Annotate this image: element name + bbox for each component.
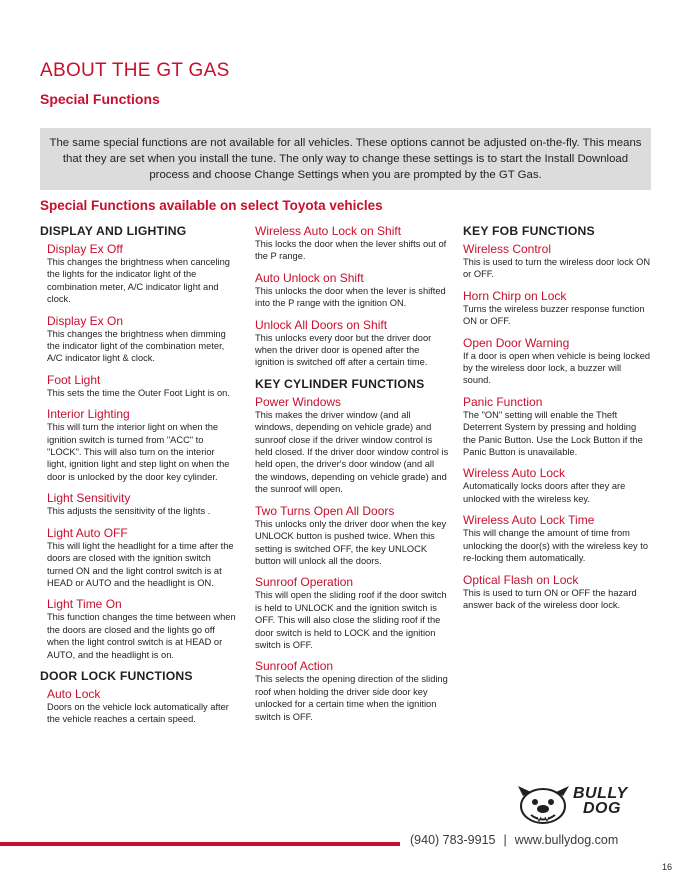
function-item <box>47 687 236 726</box>
function-description: This unlocks only the driver door when the key UNLOCK button is pushed twice. When this setting is switched OFF, the key UNLOCK button will unlock all the doors. <box>255 518 447 566</box>
footer-phone: (940) 783-9915 <box>410 833 496 847</box>
function-title: Horn Chirp on Lock <box>463 288 567 303</box>
function-title: Wireless Auto Lock Time <box>463 513 595 528</box>
logo-line-2: DOG <box>583 800 621 817</box>
column-key-fob <box>463 224 651 619</box>
function-item <box>47 242 236 306</box>
function-description: This changes the brightness when canceling the lights for the indicator light of the combination meter, A/C indicator light and clock. <box>47 257 230 305</box>
function-description: Turns the wireless buzzer response function ON or OFF. <box>463 303 645 327</box>
function-item <box>47 407 236 483</box>
function-item <box>463 289 651 328</box>
function-item <box>255 271 449 310</box>
function-description: This selects the opening direction of the sliding roof when holding the driver side door key unlocked for a certain time when the ignition switch is OFF. <box>255 674 448 722</box>
function-item <box>255 318 449 369</box>
function-item <box>47 314 236 365</box>
function-title: Two Turns Open All Doors <box>255 503 395 518</box>
function-title: Sunroof Operation <box>255 575 354 590</box>
function-title: Auto Unlock on Shift <box>255 270 364 285</box>
notice-box: The same special functions are not available for all vehicles. These options cannot be adjusted on-the-fly. This means that they are set when you install the tune. The only way to change these settings is to start the Install Download process and choose Change Settings when you are prompted by the GT Gas. <box>40 128 651 190</box>
function-description: This locks the door when the lever shifts out of the P range. <box>255 239 447 262</box>
function-item <box>47 373 236 399</box>
function-description: This changes the brightness when dimming the indicator light of the combination meter, A/C indicator light & clock. <box>47 328 226 364</box>
heading-door-lock: DOOR LOCK FUNCTIONS <box>40 668 193 683</box>
function-description: This unlocks every door but the driver door when the driver door is opened after the ignition is switched off after a certain time. <box>255 332 432 368</box>
function-title: Foot Light <box>47 372 101 387</box>
function-item <box>255 395 449 496</box>
function-title: Display Ex Off <box>47 242 123 256</box>
function-item <box>255 659 449 723</box>
function-title: Light Auto OFF <box>47 525 128 540</box>
function-title: Panic Function <box>463 394 543 409</box>
function-item <box>463 513 651 564</box>
function-title: Open Door Warning <box>463 335 570 350</box>
logo-line-1: BULLY <box>573 785 628 802</box>
function-description: This makes the driver window (and all windows, depending on vehicle grade) and sunroof close if the driver window control is held closed. If the driver door window control is held open, the driver's door window (and all the windows, depending on vehicle grade) and the sunroof will open. <box>255 409 449 495</box>
function-description: This unlocks the door when the lever is shifted into the P range with the ignition ON. <box>255 285 446 309</box>
function-description: This is used to turn the wireless door lock ON or OFF. <box>463 257 651 280</box>
function-item <box>47 597 236 661</box>
function-item <box>463 395 651 459</box>
function-description: This will turn the interior light on when the ignition switch is turned from "ACC" to "LOCK". This will also turn on the interior light, ignition light and step light on when the door is unlocked by the door key cylinder. <box>47 422 230 482</box>
bulldog-icon <box>515 782 573 826</box>
function-description: Automatically locks doors after they are unlocked with the wireless key. <box>463 481 626 504</box>
function-description: This will light the headlight for a time after the doors are closed with the ignition switch turned ON and the light control switch is at HEAD or AUTO and the headlight is ON. <box>47 540 234 588</box>
page-subtitle: Special Functions <box>40 91 160 107</box>
footer-separator: | <box>503 833 507 847</box>
heading-display-lighting: DISPLAY AND LIGHTING <box>40 224 187 238</box>
function-title: Display Ex On <box>47 313 124 328</box>
function-item <box>463 242 651 281</box>
function-description: This function changes the time between when the doors are closed and the lights go off when the light control switch is at HEAD or AUTO, and the headlight is on. <box>47 612 236 660</box>
function-description: If a door is open when vehicle is being locked by the wireless door lock, a buzzer will sound. <box>463 350 651 386</box>
function-title: Light Sensitivity <box>47 491 131 506</box>
function-description: This adjusts the sensitivity of the lights . <box>47 506 211 517</box>
page-title: ABOUT THE GT GAS <box>40 60 230 81</box>
heading-key-cylinder: KEY CYLINDER FUNCTIONS <box>255 376 425 391</box>
function-item <box>255 224 449 263</box>
function-title: Power Windows <box>255 394 342 409</box>
function-title: Interior Lighting <box>47 407 130 422</box>
column-door-lock-key-cylinder <box>255 224 449 731</box>
column-display-lighting <box>40 224 236 734</box>
page-number: 16 <box>662 862 673 872</box>
function-description: This will change the amount of time from unlocking the door(s) with the wireless key to re-locking them automatically. <box>463 528 648 564</box>
footer-divider <box>0 842 400 846</box>
function-description: This will open the sliding roof if the door switch is held to UNLOCK and the ignition switch is OFF. This will also close the sliding roof if the door switch is held to LOCK and the ignition switch is OFF. <box>255 590 447 650</box>
function-description: Doors on the vehicle lock automatically after the vehicle reaches a certain speed. <box>47 701 229 725</box>
section-title: Special Functions available on select Toyota vehicles <box>40 198 383 213</box>
function-description: This is used to turn ON or OFF the hazard answer back of the wireless door lock. <box>463 587 637 610</box>
function-title: Wireless Auto Lock on Shift <box>255 224 402 238</box>
function-item <box>463 466 651 505</box>
bully-dog-logo <box>515 782 655 826</box>
heading-key-fob: KEY FOB FUNCTIONS <box>463 224 595 238</box>
function-description: This sets the time the Outer Foot Light is on. <box>47 387 230 398</box>
function-item <box>255 575 449 651</box>
footer-contact <box>410 833 618 847</box>
function-item <box>47 526 236 590</box>
function-title: Auto Lock <box>47 686 101 701</box>
function-title: Light Time On <box>47 597 122 612</box>
logo-wordmark <box>573 786 628 816</box>
function-item <box>463 573 651 612</box>
function-title: Wireless Auto Lock <box>463 466 566 481</box>
function-item <box>255 504 449 568</box>
function-item <box>47 491 236 517</box>
function-title: Optical Flash on Lock <box>463 572 579 587</box>
footer-website[interactable]: www.bullydog.com <box>514 833 619 847</box>
function-description: The "ON" setting will enable the Theft Deterrent System by pressing and holding the Panic Button. Use the Lock Button if the Panic Button is unavailable. <box>463 409 643 458</box>
function-item <box>463 336 651 387</box>
function-title: Unlock All Doors on Shift <box>255 317 388 332</box>
function-title: Wireless Control <box>463 242 552 256</box>
function-title: Sunroof Action <box>255 659 334 674</box>
